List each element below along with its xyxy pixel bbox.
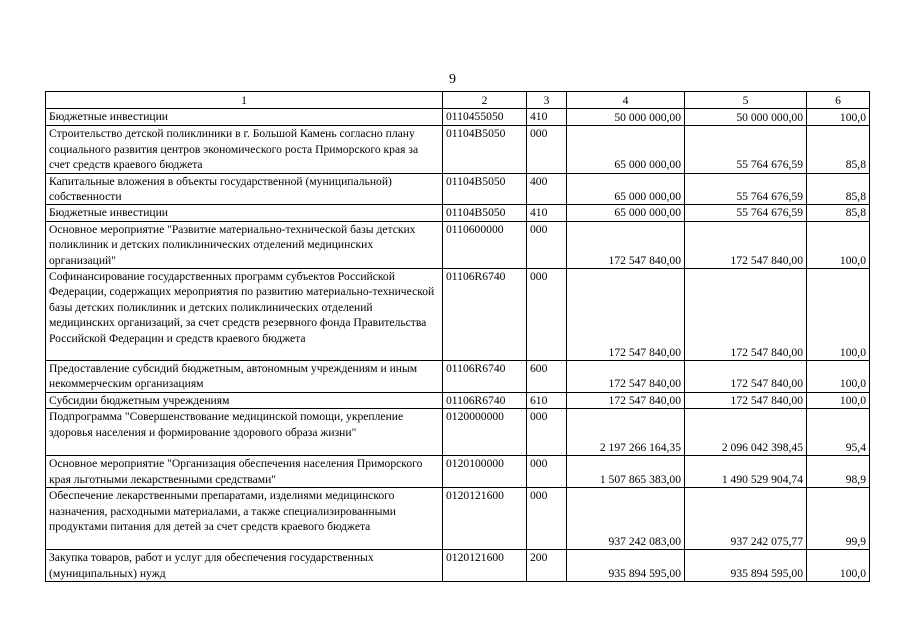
row-name-cell: Предоставление субсидий бюджетным, автономным учреждениям и иным некоммерческим организациям <box>46 361 443 393</box>
row-code-cell: 0120121600 <box>443 550 527 582</box>
row-code-cell: 0120100000 <box>443 456 527 488</box>
row-fact-amount-cell: 172 547 840,00 <box>685 221 807 268</box>
row-percent-cell: 85,8 <box>807 205 870 221</box>
row-code-cell: 0120121600 <box>443 488 527 550</box>
row-fact-amount-cell: 935 894 595,00 <box>685 550 807 582</box>
table-row <box>46 126 870 173</box>
row-percent-cell: 100,0 <box>807 221 870 268</box>
row-plan-amount-cell: 1 507 865 383,00 <box>567 456 685 488</box>
row-plan-amount-cell: 2 197 266 164,35 <box>567 409 685 456</box>
row-percent-cell: 85,8 <box>807 173 870 205</box>
row-code-cell: 0110455050 <box>443 109 527 126</box>
row-fact-amount-cell: 1 490 529 904,74 <box>685 456 807 488</box>
row-name-cell: Строительство детской поликлиники в г. Большой Камень согласно плану социального развития центров экономического роста Приморского края за счет средств краевого бюджета <box>46 126 443 173</box>
row-plan-amount-cell: 172 547 840,00 <box>567 221 685 268</box>
column-number-6: 6 <box>807 92 870 109</box>
row-name-cell: Подпрограмма "Совершенствование медицинской помощи, укрепление здоровья населения и формирование здорового образа жизни" <box>46 409 443 456</box>
row-vr-cell: 000 <box>527 409 567 456</box>
row-code-cell: 01106R6740 <box>443 361 527 393</box>
row-code-cell: 01104B5050 <box>443 126 527 173</box>
row-percent-cell: 100,0 <box>807 392 870 408</box>
budget-table <box>45 91 870 582</box>
row-vr-cell: 000 <box>527 221 567 268</box>
row-plan-amount-cell: 172 547 840,00 <box>567 269 685 361</box>
row-vr-cell: 000 <box>527 456 567 488</box>
table-row <box>46 392 870 408</box>
column-number-4: 4 <box>567 92 685 109</box>
page-number: 9 <box>449 72 456 87</box>
table-row <box>46 205 870 221</box>
row-vr-cell: 410 <box>527 205 567 221</box>
row-code-cell: 01104B5050 <box>443 205 527 221</box>
row-fact-amount-cell: 55 764 676,59 <box>685 173 807 205</box>
table-row <box>46 409 870 456</box>
column-number-2: 2 <box>443 92 527 109</box>
row-plan-amount-cell: 172 547 840,00 <box>567 361 685 393</box>
row-percent-cell: 95,4 <box>807 409 870 456</box>
row-plan-amount-cell: 937 242 083,00 <box>567 488 685 550</box>
row-fact-amount-cell: 172 547 840,00 <box>685 361 807 393</box>
row-code-cell: 01106R6740 <box>443 269 527 361</box>
row-plan-amount-cell: 172 547 840,00 <box>567 392 685 408</box>
row-percent-cell: 100,0 <box>807 361 870 393</box>
budget-table-body <box>46 92 870 582</box>
row-plan-amount-cell: 65 000 000,00 <box>567 173 685 205</box>
table-row <box>46 173 870 205</box>
row-fact-amount-cell: 55 764 676,59 <box>685 205 807 221</box>
table-row <box>46 269 870 361</box>
row-vr-cell: 410 <box>527 109 567 126</box>
row-vr-cell: 200 <box>527 550 567 582</box>
table-row <box>46 550 870 582</box>
table-row <box>46 361 870 393</box>
row-name-cell: Обеспечение лекарственными препаратами, изделиями медицинского назначения, расходными материалами, а также специализированными продуктами питания для детей за счет средств краевого бюджета <box>46 488 443 550</box>
row-code-cell: 01104B5050 <box>443 173 527 205</box>
row-fact-amount-cell: 937 242 075,77 <box>685 488 807 550</box>
row-percent-cell: 85,8 <box>807 126 870 173</box>
row-percent-cell: 99,9 <box>807 488 870 550</box>
row-name-cell: Бюджетные инвестиции <box>46 109 443 126</box>
row-plan-amount-cell: 65 000 000,00 <box>567 126 685 173</box>
row-fact-amount-cell: 50 000 000,00 <box>685 109 807 126</box>
row-fact-amount-cell: 172 547 840,00 <box>685 269 807 361</box>
row-name-cell: Закупка товаров, работ и услуг для обеспечения государственных (муниципальных) нужд <box>46 550 443 582</box>
row-vr-cell: 000 <box>527 488 567 550</box>
table-row <box>46 488 870 550</box>
row-vr-cell: 400 <box>527 173 567 205</box>
row-name-cell: Субсидии бюджетным учреждениям <box>46 392 443 408</box>
row-vr-cell: 000 <box>527 269 567 361</box>
row-code-cell: 0110600000 <box>443 221 527 268</box>
column-number-5: 5 <box>685 92 807 109</box>
row-plan-amount-cell: 50 000 000,00 <box>567 109 685 126</box>
column-number-row <box>46 92 870 109</box>
row-percent-cell: 100,0 <box>807 269 870 361</box>
row-name-cell: Основное мероприятие "Организация обеспечения населения Приморского края льготными лекарственными средствами" <box>46 456 443 488</box>
row-code-cell: 01106R6740 <box>443 392 527 408</box>
row-plan-amount-cell: 935 894 595,00 <box>567 550 685 582</box>
row-fact-amount-cell: 172 547 840,00 <box>685 392 807 408</box>
row-percent-cell: 100,0 <box>807 109 870 126</box>
row-name-cell: Основное мероприятие "Развитие материально-технической базы детских поликлиник и детских поликлинических отделений медицинских организаций" <box>46 221 443 268</box>
table-row <box>46 221 870 268</box>
table-row <box>46 109 870 126</box>
row-code-cell: 0120000000 <box>443 409 527 456</box>
row-name-cell: Бюджетные инвестиции <box>46 205 443 221</box>
table-row <box>46 456 870 488</box>
column-number-3: 3 <box>527 92 567 109</box>
row-vr-cell: 600 <box>527 361 567 393</box>
row-vr-cell: 000 <box>527 126 567 173</box>
row-percent-cell: 100,0 <box>807 550 870 582</box>
row-vr-cell: 610 <box>527 392 567 408</box>
row-name-cell: Капитальные вложения в объекты государственной (муниципальной) собственности <box>46 173 443 205</box>
row-fact-amount-cell: 55 764 676,59 <box>685 126 807 173</box>
column-number-1: 1 <box>46 92 443 109</box>
row-plan-amount-cell: 65 000 000,00 <box>567 205 685 221</box>
row-name-cell: Софинансирование государственных программ субъектов Российской Федерации, содержащих мероприятия по развитию материально-технической базы детских поликлиник и детских поликлинических отделений медицинских организаций, за счет средств резервного фонда Правительства Российской Федерации и средств краевого бюджета <box>46 269 443 361</box>
row-fact-amount-cell: 2 096 042 398,45 <box>685 409 807 456</box>
row-percent-cell: 98,9 <box>807 456 870 488</box>
